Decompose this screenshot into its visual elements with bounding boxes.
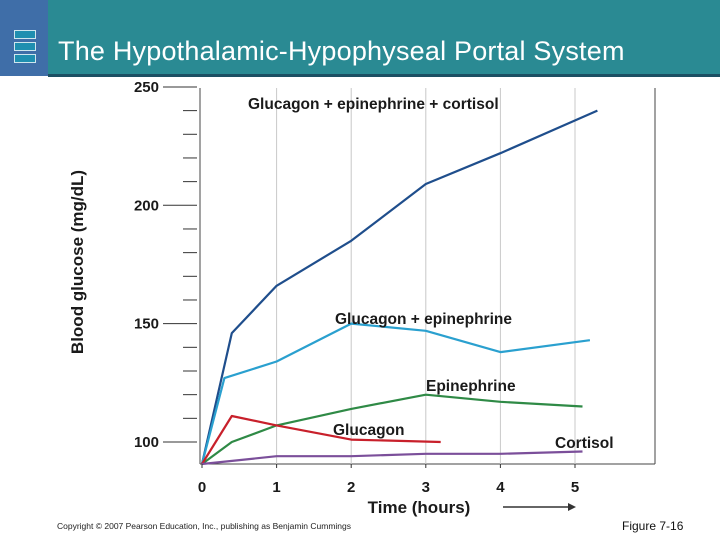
- x-tick-label: 0: [197, 479, 207, 496]
- series-line: [202, 111, 597, 464]
- series-label: Cortisol: [555, 435, 614, 452]
- series-line: [202, 452, 583, 465]
- x-axis-title: Time (hours): [367, 498, 471, 517]
- x-axis-arrow-head: [568, 503, 576, 511]
- x-tick-label: 5: [570, 479, 580, 496]
- series-label: Glucagon: [333, 422, 405, 439]
- series-label: Glucagon + epinephrine + cortisol: [248, 96, 499, 113]
- y-axis-title: Blood glucose (mg/dL): [68, 169, 87, 355]
- x-tick-label: 3: [421, 479, 430, 496]
- copyright-text: Copyright © 2007 Pearson Education, Inc., publishing as Benjamin Cummings: [57, 521, 352, 531]
- y-tick-label: 100: [133, 434, 159, 451]
- x-tick-label: 1: [272, 479, 281, 496]
- slide-title: The Hypothalamic-Hypophyseal Portal System: [58, 36, 625, 66]
- figure-number: Figure 7-16: [622, 519, 684, 533]
- y-tick-label: 150: [133, 315, 159, 333]
- series-label: Epinephrine: [426, 378, 516, 395]
- x-tick-label: 2: [347, 479, 356, 496]
- y-tick-label: 200: [133, 197, 159, 215]
- x-tick-label: 4: [496, 479, 505, 496]
- series-label: Glucagon + epinephrine: [335, 311, 512, 328]
- series-line: [202, 324, 590, 464]
- y-tick-label: 250: [133, 78, 159, 96]
